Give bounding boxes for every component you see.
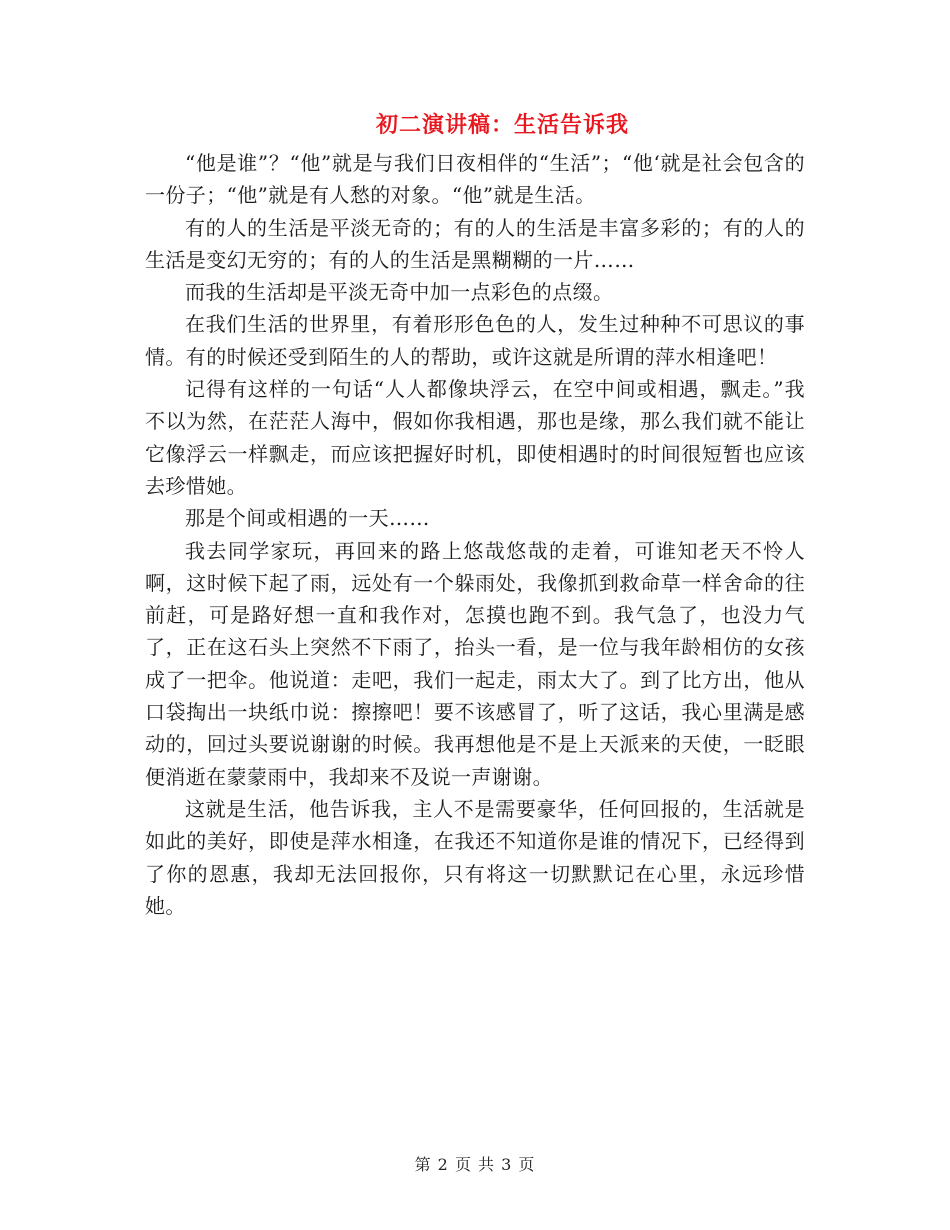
paragraph: 我去同学家玩，再回来的路上悠哉悠哉的走着，可谁知老天不怜人啊，这时候下起了雨，远处有一个躲雨处，我像抓到救命草一样舍命的往前赶，可是路好想一直和我作对，怎摸也跑不到。我气急了，也没力气了，正在这石头上突然不下雨了，抬头一看，是一位与我年龄相仿的女孩成了一把伞。他说道：走吧，我们一起走，雨太大了。到了比方出，他从口袋掏出一块纸巾说：擦擦吧！要不该感冒了，听了这话，我心里满是感动的，回过头要说谢谢的时候。我再想他是不是上天派来的天使，一眨眼便消逝在蒙蒙雨中，我却来不及说一声谢谢。 [145,538,805,789]
paragraph: 这就是生活，他告诉我，主人不是需要豪华，任何回报的，生活就是如此的美好，即使是萍水相逢，在我还不知道你是谁的情况下，已经得到了你的恩惠，我却无法回报你，只有将这一切默默记在心里，永远珍惜她。 [145,796,805,918]
document-title: 初二演讲稿：生活告诉我 [375,113,629,138]
document-body [145,147,805,922]
paragraph: 有的人的生活是平淡无奇的；有的人的生活是丰富多彩的；有的人的生活是变幻无穷的；有的人的生活是黑糊糊的一片…… [145,215,805,272]
paragraph: 那是个间或相遇的一天…… [185,506,430,531]
page-number-footer: 第 2 页 共 3 页 [414,1155,536,1174]
paragraph: 而我的生活却是平淡无奇中加一点彩色的点缀。 [185,280,614,305]
paragraph: 记得有这样的一句话“人人都像块浮云，在空中间或相遇，飘走。”我不以为然，在茫茫人海中，假如你我相遇，那也是缘，那么我们就不能让它像浮云一样飘走，而应该把握好时机，即使相遇时的时间很短暂也应该去珍惜她。 [145,377,805,498]
paragraph: 在我们生活的世界里，有着形形色色的人，发生过种种不可思议的事情。有的时候还受到陌生的人的帮助，或许这就是所谓的萍水相逢吧！ [145,312,805,369]
paragraph: “他是谁”？“他”就是与我们日夜相伴的“生活”；“他‘就是社会包含的一份子；“他”就是有人愁的对象。“他”就是生活。 [145,151,805,208]
